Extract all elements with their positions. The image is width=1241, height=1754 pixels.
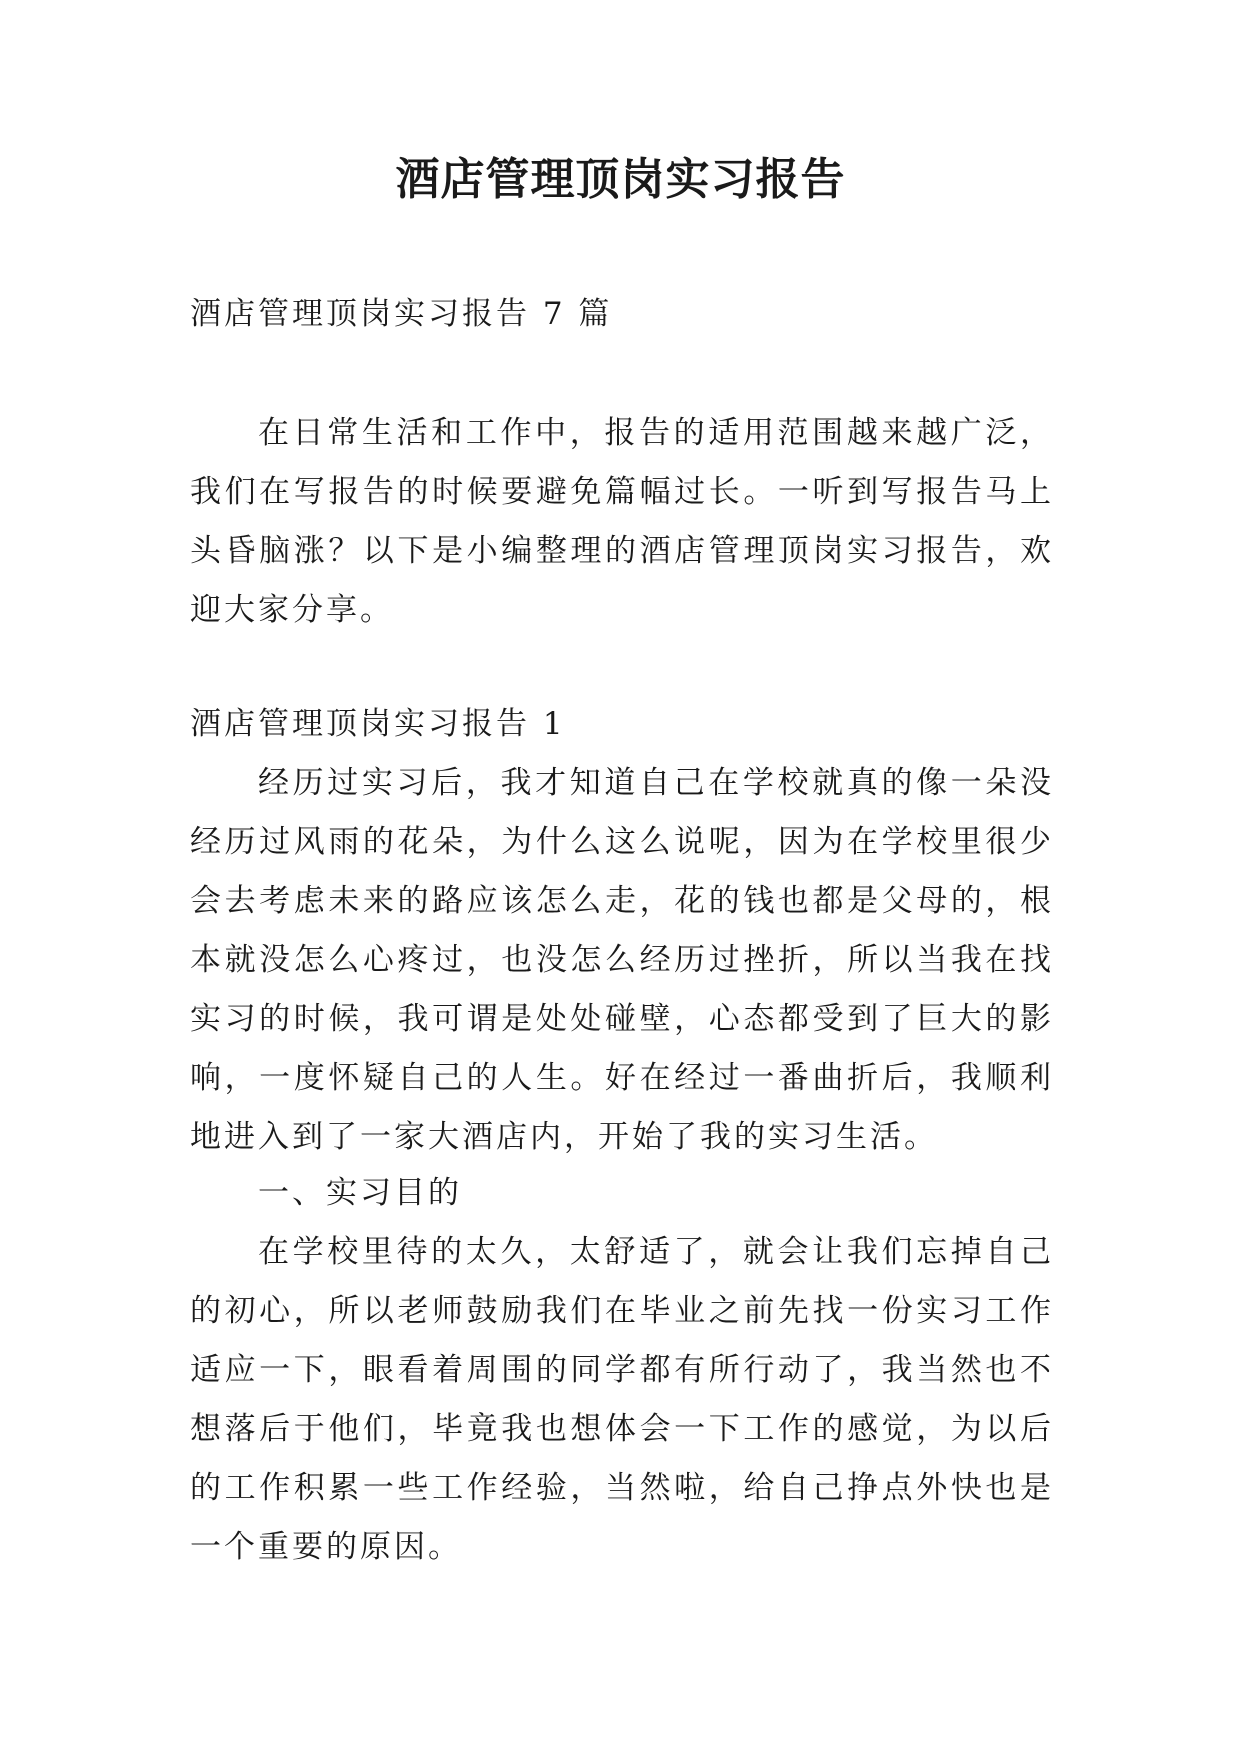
intro-paragraph: 在日常生活和工作中，报告的适用范围越来越广泛，我们在写报告的时候要避免篇幅过长。一听到写报告马上头昏脑涨？以下是小编整理的酒店管理顶岗实习报告，欢迎大家分享。	[190, 415, 1054, 628]
body-paragraph: 在学校里待的太久，太舒适了，就会让我们忘掉自己的初心，所以老师鼓励我们在毕业之前先找一份实习工作适应一下，眼看着周围的同学都有所行动了，我当然也不想落后于他们，毕竟我也想体会一下工作的感觉，为以后的工作积累一些工作经验，当然啦，给自己挣点外快也是一个重要的原因。	[190, 1234, 1054, 1565]
document-subtitle: 酒店管理顶岗实习报告 7 篇	[190, 296, 613, 332]
section-heading: 一、实习目的	[258, 1175, 462, 1211]
body-paragraph: 经历过实习后，我才知道自己在学校就真的像一朵没经历过风雨的花朵，为什么这么说呢，因为在学校里很少会去考虑未来的路应该怎么走，花的钱也都是父母的，根本就没怎么心疼过，也没怎么经历过挫折，所以当我在找实习的时候，我可谓是处处碰壁，心态都受到了巨大的影响，一度怀疑自己的人生。好在经过一番曲折后，我顺利地进入到了一家大酒店内，开始了我的实习生活。	[190, 765, 1054, 1155]
document-title: 酒店管理顶岗实习报告	[395, 154, 846, 205]
section-title: 酒店管理顶岗实习报告 1	[190, 706, 566, 742]
